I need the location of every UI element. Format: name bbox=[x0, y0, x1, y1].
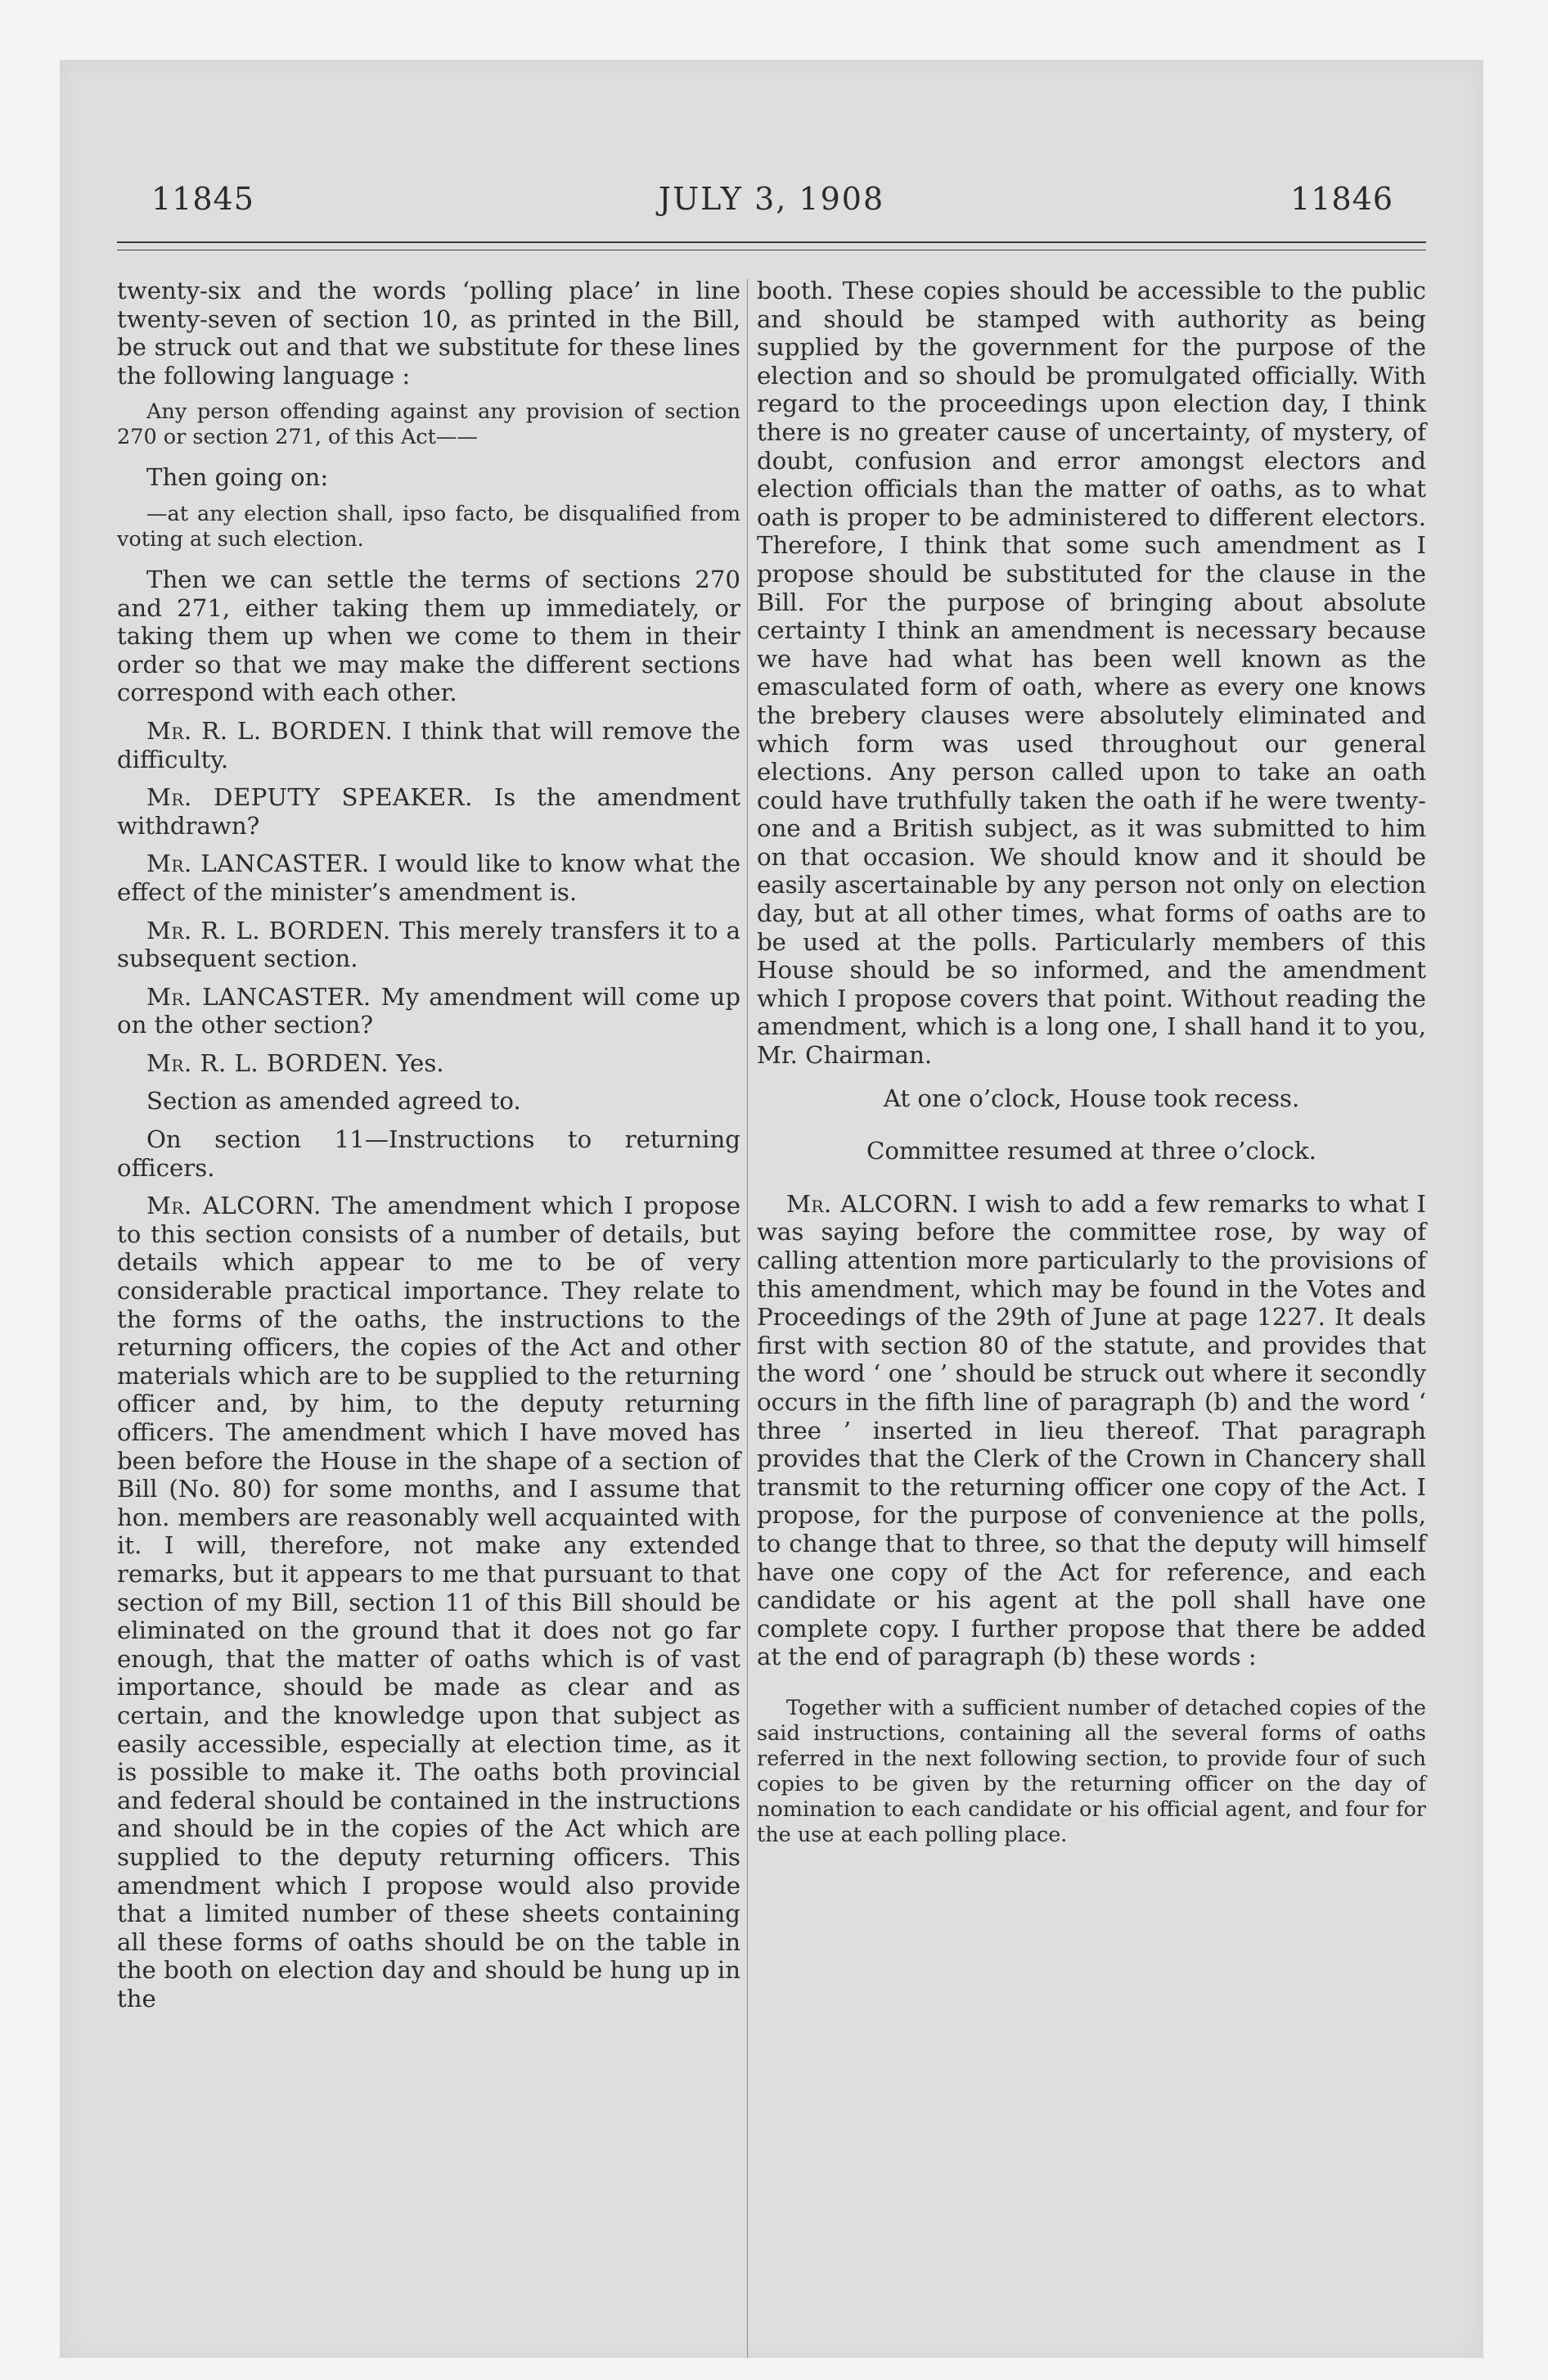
right-column bbox=[757, 277, 1426, 1861]
speech bbox=[117, 983, 740, 1039]
quoted-text: Any person offending against any provision of section 270 or section 271, of this Act—— bbox=[117, 399, 740, 450]
speaker-name: Mr. ALCORN. bbox=[786, 1189, 960, 1218]
page-date: JULY 3, 1908 bbox=[658, 181, 885, 217]
speech bbox=[117, 1192, 740, 2013]
resumed-notice: Committee resumed at three o’clock. bbox=[866, 1137, 1316, 1165]
speech-text: My amendment will come up on the other section? bbox=[117, 982, 740, 1039]
left-page-number: 11845 bbox=[151, 181, 254, 217]
speech-text: I wish to add a few remarks to what I was saying before the committee rose, by way of calling attention more particularly to the provisions of this amendment, which may be found in the Votes and Proceedings of the 29th of June at page 1227. It deals first with section 80 of the statute, and provides that the word ‘ one ’ should be struck out where it secondly occurs in the fifth line of paragraph (b) and the word ‘ three ’ inserted in lieu thereof. That paragraph provides that the Clerk of the Crown in Chancery shall transmit to the returning officer one copy of the Act. I propose, for the purpose of convenience at the polls, to change that to three, so that the deputy will himself have one copy of the Act for reference, and each candidate or his agent at the poll shall have one complete copy. I further propose that there be added at the end of paragraph (b) these words : bbox=[757, 1189, 1426, 1671]
paragraph: On section 11—Instructions to returning officers. bbox=[117, 1125, 740, 1182]
speaker-name: Mr. LANCASTER. bbox=[146, 850, 370, 878]
speech bbox=[117, 717, 740, 773]
left-column bbox=[117, 277, 740, 2022]
speech-text: I think that will remove the difficulty. bbox=[117, 716, 740, 773]
speech bbox=[117, 783, 740, 840]
paragraph: Then going on: bbox=[146, 463, 329, 492]
quoted-text: Together with a sufficient number of detached copies of the said instructions, containing all the several forms of oaths referred in the next following section, to provide four of such copies to be given by the returning officer on the day of nomination to each candidate or his official agent, and four for the use at each polling place. bbox=[757, 1695, 1426, 1847]
paragraph: twenty-six and the words ‘polling place’ in line twenty-seven of section 10, as printed in the Bill, be struck out and that we substitute for these lines the following language : bbox=[117, 277, 740, 390]
speech bbox=[757, 1190, 1426, 1671]
speech-text: This merely transfers it to a subsequent section. bbox=[117, 916, 740, 973]
column-divider bbox=[747, 279, 748, 2358]
speaker-name: Mr. LANCASTER. bbox=[146, 982, 371, 1011]
recess-notice: At one o’clock, House took recess. bbox=[883, 1084, 1300, 1112]
speech bbox=[117, 850, 740, 906]
speaker-name: Mr. R. L. BORDEN. bbox=[146, 716, 394, 745]
paragraph: booth. These copies should be accessible to the public and should be stamped with authority as being supplied by the government for the purpose of the election and so should be promulgated officially. With regard to the proceedings upon election day, I think there is no greater cause of uncertainty, of mystery, of doubt, confusion and error amongst electors and election officials than the matter of oaths, as to what oath is proper to be administered to different electors. Therefore, I think that some such amendment as I propose should be substituted for the clause in the Bill. For the purpose of bringing about absolute certainty I think an amendment is necessary because we have had what has been well known as the emasculated form of oath, where as every one knows the brebery clauses were absolutely eliminated and which form was used throughout our general elections. Any person called upon to take an oath could have truthfully taken the oath if he were twenty-one and a British subject, as it was submitted to him on that occasion. We should know and it should be easily ascertainable by any person not only on election day, but at all other times, what forms of oaths are to be used at the polls. Particularly members of this House should be so informed, and the amendment which I propose covers that point. Without reading the amendment, which is a long one, I shall hand it to you, Mr. Chairman. bbox=[757, 277, 1426, 1070]
speaker-name: Mr. DEPUTY SPEAKER. bbox=[146, 783, 473, 812]
speech bbox=[117, 917, 740, 973]
header-rule bbox=[117, 241, 1426, 243]
speech-text: I would like to know what the effect of the minister’s amendment is. bbox=[117, 850, 741, 906]
speaker-name: Mr. ALCORN. bbox=[146, 1192, 322, 1220]
right-page-number: 11846 bbox=[1290, 181, 1393, 217]
speaker-name: Mr. R. L. BORDEN. bbox=[146, 1048, 389, 1077]
speaker-name: Mr. R. L. BORDEN. bbox=[146, 916, 391, 944]
paragraph: Then we can settle the terms of sections 270 and 271, either taking them up immediately, or taking them up when we come to them in their order so that we may make the different sections correspond with each other. bbox=[117, 565, 740, 707]
document-page bbox=[60, 60, 1483, 2358]
speech-text: The amendment which I propose to this section consists of a number of details, but details which appear to me to be of very considerable practical importance. They relate to the forms of the oaths, the instructions to the returning officers, the copies of the Act and other materials which are to be supplied to the returning officer and, by him, to the deputy returning officers. The amendment which I have moved has been before the House in the shape of a section of Bill (No. 80) for some months, and I assume that hon. members are reasonably well acquainted with it. I will, therefore, not make any extended remarks, but it appears to me that pursuant to that section of my Bill, section 11 of this Bill should be eliminated on the ground that it does not go far enough, that the matter of oaths which is of vast importance, should be made as clear and as certain, and the knowledge upon that subject as easily accessible, especially at election time, as it is possible to make it. The oaths both provincial and federal should be contained in the instructions and should be in the copies of the Act which are supplied to the deputy returning officers. This amendment which I propose would also provide that a limited number of these sheets containing all these forms of oaths should be on the table in the booth on election day and should be hung up in the bbox=[117, 1192, 740, 2013]
speech bbox=[117, 1049, 740, 1078]
speech-text: Is the amendment withdrawn? bbox=[117, 783, 740, 840]
quoted-text: —at any election shall, ipso facto, be disqualified from voting at such election. bbox=[117, 501, 740, 552]
speech-text: Yes. bbox=[389, 1048, 444, 1077]
paragraph: Section as amended agreed to. bbox=[146, 1087, 521, 1116]
